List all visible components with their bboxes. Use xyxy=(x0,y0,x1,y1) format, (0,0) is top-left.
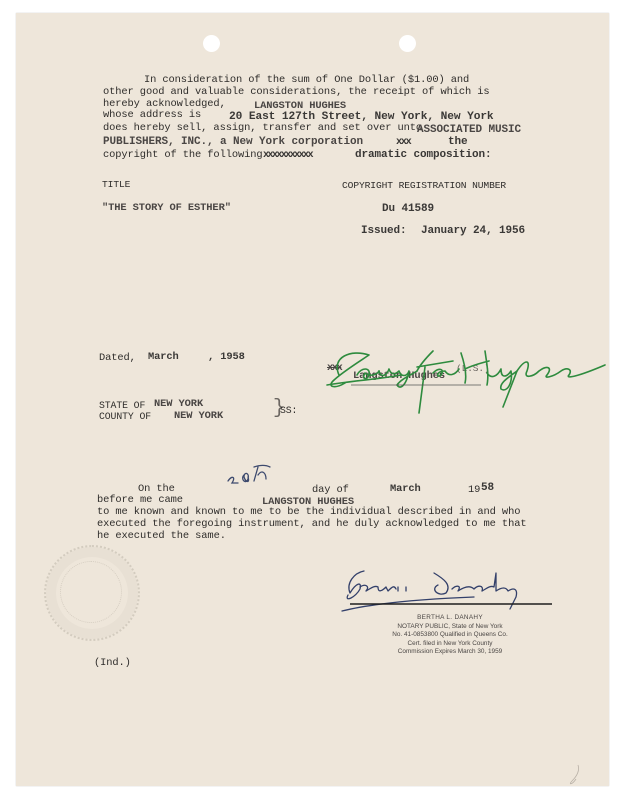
struck-prefix: xxx xyxy=(327,362,342,374)
para1-line2: other good and valuable considerations, the receipt of which is xyxy=(103,86,490,98)
county-value: NEW YORK xyxy=(174,410,224,422)
notary-name: BERTHA L. DANAHY xyxy=(417,614,483,621)
day-of-label: day of xyxy=(312,484,349,496)
pencil-mark xyxy=(566,763,586,788)
ack-year-suffix: 58 xyxy=(481,482,495,494)
dated-label: Dated, xyxy=(99,352,136,364)
ss-mark: SS: xyxy=(280,405,298,416)
para1-line6-suffix: the xyxy=(448,136,468,148)
notary-title: NOTARY PUBLIC, State of New York xyxy=(397,622,503,630)
para1-line5-prefix: does hereby sell, assign, transfer and set over unto xyxy=(103,122,423,134)
assignee-part1: ASSOCIATED MUSIC xyxy=(417,124,522,136)
hole-punch-left xyxy=(203,35,220,52)
title-header: TITLE xyxy=(102,179,131,190)
ack-line4: executed the foregoing instrument, and he duly acknowledged to me that xyxy=(97,518,527,530)
typed-signatory-name: Langston Hughes xyxy=(353,370,446,382)
document-page xyxy=(16,13,609,786)
issued-label: Issued: xyxy=(361,225,407,237)
assignor-address: 20 East 127th Street, New York, New York xyxy=(229,111,494,123)
struck-word-1: xxx xyxy=(396,136,411,148)
registration-header: COPYRIGHT REGISTRATION NUMBER xyxy=(342,180,507,191)
brace: } xyxy=(273,397,285,420)
handwritten-day xyxy=(224,461,279,491)
ack-line3: to me known and known to me to be the individual described in and who xyxy=(97,506,521,518)
registration-number: Du 41589 xyxy=(382,203,435,215)
on-the-label: On the xyxy=(138,483,175,495)
dated-month: March xyxy=(148,351,179,363)
assignee-part2: PUBLISHERS, INC., a New York corporation xyxy=(103,136,364,148)
para1-line1: In consideration of the sum of One Dollar ($1.00) and xyxy=(144,74,470,86)
state-value: NEW YORK xyxy=(154,398,204,410)
para1-line3-prefix: hereby acknowledged, xyxy=(103,98,226,110)
embossed-notary-seal xyxy=(44,545,140,641)
ack-line5: he executed the same. xyxy=(97,530,226,542)
seal-mark: (L.S.) xyxy=(456,363,490,374)
issued-date: January 24, 1956 xyxy=(421,225,526,237)
assignor-name: LANGSTON HUGHES xyxy=(254,100,347,112)
notary-cert: Cert. filed in New York County xyxy=(407,639,493,647)
county-label: COUNTY OF xyxy=(99,411,152,422)
ack-year-prefix: 19 xyxy=(468,484,481,496)
dated-year: , 1958 xyxy=(208,351,245,363)
work-title: "THE STORY OF ESTHER" xyxy=(102,202,231,214)
notary-expiry: Commission Expires March 30, 1959 xyxy=(397,648,503,656)
notary-stamp xyxy=(360,614,540,657)
ind-mark: (Ind.) xyxy=(94,657,131,669)
ack-month: March xyxy=(390,483,421,495)
struck-word-2: xxxxxxxxxxx xyxy=(263,149,312,161)
para1-line4-prefix: whose address is xyxy=(103,109,202,121)
notary-number: No. 41-0853800 Qualified in Queens Co. xyxy=(392,631,508,639)
before-me-label: before me came xyxy=(97,494,183,506)
hole-punch-right xyxy=(399,35,416,52)
para1-line7-suffix: dramatic composition: xyxy=(355,149,492,161)
state-label: STATE OF xyxy=(99,400,146,411)
ack-person: LANGSTON HUGHES xyxy=(262,496,355,508)
langston-hughes-signature xyxy=(321,345,611,415)
para1-line7-prefix: copyright of the following xyxy=(103,149,263,161)
